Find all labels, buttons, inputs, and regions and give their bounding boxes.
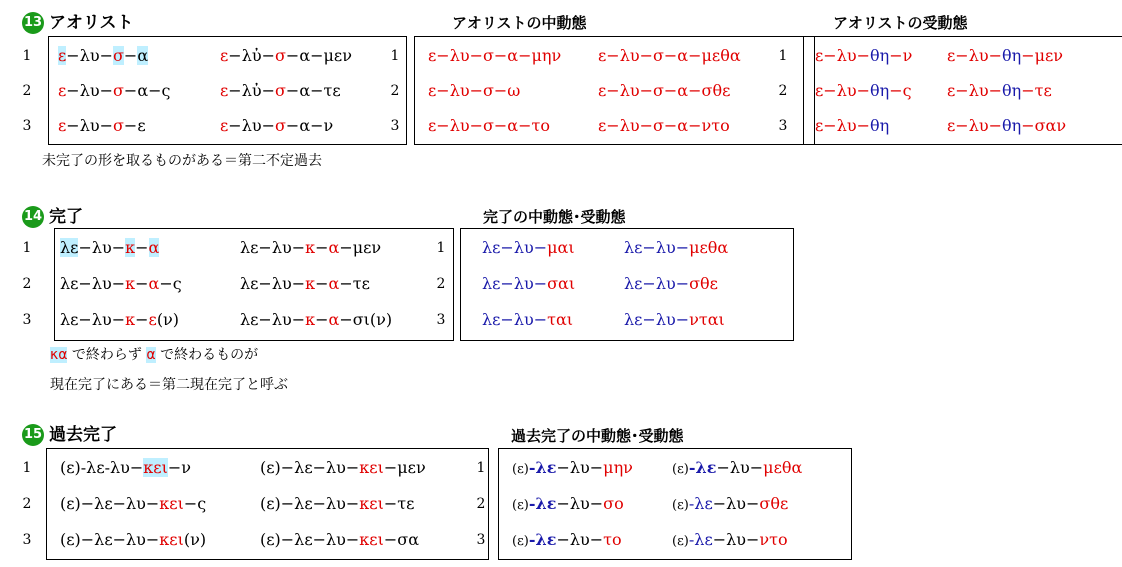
- singular-form-2: [60, 492, 206, 516]
- form-segment: ε−λυ−σ−α−: [598, 116, 702, 135]
- singular-form-3: [60, 308, 179, 332]
- form-segment: θη: [1001, 116, 1022, 135]
- form-segment: μαι: [547, 238, 575, 257]
- form-segment: μην: [531, 46, 562, 65]
- form-segment: κει: [159, 494, 184, 513]
- form-segment: -λε: [528, 494, 557, 513]
- plural-form-2: [672, 492, 788, 518]
- plural-form-1: [624, 236, 728, 260]
- form-segment: σ: [274, 46, 286, 65]
- form-segment: σ: [112, 81, 124, 100]
- section-14-title: 14 完了: [23, 207, 83, 227]
- form-segment: ε: [148, 310, 157, 329]
- form-segment: α: [328, 238, 340, 257]
- form-segment: α: [148, 238, 160, 257]
- form-segment: κ: [125, 310, 136, 329]
- plural-form-3: [598, 114, 730, 138]
- form-segment: ε: [220, 81, 229, 100]
- form-segment: (ε): [672, 534, 689, 549]
- section-13-title: 13 アオリスト: [23, 13, 134, 33]
- form-segment: −: [135, 310, 149, 329]
- form-segment: −: [135, 238, 149, 257]
- form-segment: −τε: [1021, 81, 1052, 100]
- section-number-badge: 14: [22, 206, 44, 228]
- form-segment: −λὐ−: [228, 81, 275, 100]
- form-segment: κει: [159, 530, 184, 549]
- form-segment: λε−λυ−: [624, 274, 690, 293]
- form-segment: −: [315, 310, 329, 329]
- singular-form-1: [60, 236, 159, 260]
- form-segment: (ν): [183, 530, 207, 549]
- form-segment: −μεν: [1021, 46, 1064, 65]
- row-number: 3: [22, 118, 32, 134]
- row-number: 1: [22, 48, 32, 64]
- row-number: 2: [22, 496, 32, 512]
- form-segment: κ: [125, 274, 136, 293]
- form-segment: ε−λυ−: [947, 116, 1002, 135]
- singular-form-3: [482, 308, 573, 332]
- form-segment: σ: [112, 46, 124, 65]
- form-segment: (ε)−λε−λυ−: [60, 530, 160, 549]
- form-segment: μεθα: [689, 238, 729, 257]
- singular-form-3: [512, 528, 622, 554]
- form-segment: -λε: [528, 458, 557, 477]
- form-segment: -λε: [688, 530, 713, 549]
- form-segment: θη: [869, 116, 890, 135]
- form-segment: ε−λυ−σ−ω: [428, 81, 521, 100]
- plural-form-1: [672, 456, 802, 482]
- form-segment: −λυ−: [556, 494, 604, 513]
- form-segment: λε−λυ−: [624, 238, 690, 257]
- form-segment: λε−λυ−: [240, 238, 306, 257]
- perfect-note-line2: 現在完了にある＝第二現在完了と呼ぶ: [50, 377, 288, 393]
- form-segment: μεθα: [701, 46, 741, 65]
- singular-form-3: [60, 528, 206, 552]
- form-segment: σθε: [689, 274, 718, 293]
- form-segment: ε−λυ−σ−α−: [598, 46, 702, 65]
- form-segment: −μεν: [339, 238, 382, 257]
- form-segment: −λυ−: [712, 494, 760, 513]
- form-segment: λε−λυ−: [60, 274, 126, 293]
- pluperfect-mp-title: 過去完了の中動態･受動態: [511, 427, 684, 445]
- row-number: 3: [22, 532, 32, 548]
- row-number: 3: [390, 118, 400, 134]
- form-segment: κει: [359, 458, 384, 477]
- singular-form-1: [482, 236, 575, 260]
- form-segment: −λυ−: [716, 458, 764, 477]
- plural-form-1: [260, 456, 426, 480]
- form-segment: ε−λυ−: [815, 81, 870, 100]
- row-number: 1: [22, 240, 32, 256]
- singular-form-2: [815, 79, 912, 103]
- form-segment: (ν): [156, 310, 180, 329]
- plural-form-3: [240, 308, 392, 332]
- form-segment: ε−λυ−σ−α−: [428, 46, 532, 65]
- form-segment: σο: [603, 494, 624, 513]
- section-number-badge: 13: [22, 12, 44, 34]
- form-segment: λε−λυ−: [240, 310, 306, 329]
- form-segment: σ: [274, 116, 286, 135]
- form-segment: θη: [869, 46, 890, 65]
- form-segment: κει: [359, 494, 384, 513]
- aorist-passive-title: アオリストの受動態: [833, 14, 968, 32]
- plural-form-1: [240, 236, 381, 260]
- singular-form-1: [58, 44, 148, 68]
- form-segment: σαι: [547, 274, 576, 293]
- form-segment: ε: [58, 116, 67, 135]
- plural-form-2: [624, 272, 718, 296]
- form-segment: ε−λυ−σ−α−: [428, 116, 532, 135]
- form-segment: λε−λυ−: [240, 274, 306, 293]
- form-segment: −α−ν: [285, 116, 334, 135]
- form-segment: α: [328, 310, 340, 329]
- form-segment: −ς: [183, 494, 207, 513]
- form-segment: σ: [112, 116, 124, 135]
- form-segment: −λυ−: [66, 116, 113, 135]
- form-segment: (ε)-λε-λυ−: [60, 458, 144, 477]
- form-segment: −α−ς: [123, 81, 171, 100]
- aorist-middle-title: アオリストの中動態: [452, 14, 587, 32]
- form-segment: σθε: [759, 494, 789, 513]
- row-number: 2: [436, 276, 446, 292]
- row-number: 1: [476, 460, 486, 476]
- form-segment: (ε): [512, 462, 529, 477]
- form-segment: ται: [547, 310, 574, 329]
- singular-form-2: [58, 79, 170, 103]
- form-segment: −λυ−: [78, 238, 126, 257]
- form-segment: κ: [305, 310, 316, 329]
- form-segment: (ε)−λε−λυ−: [60, 494, 160, 513]
- singular-form-2: [482, 272, 575, 296]
- form-segment: κ: [305, 274, 316, 293]
- singular-form-1: [815, 44, 912, 68]
- form-segment: ε: [58, 81, 67, 100]
- form-segment: −σαν: [1021, 116, 1067, 135]
- section-number-badge: 15: [22, 424, 44, 446]
- row-number: 2: [778, 83, 788, 99]
- form-segment: μεθα: [763, 458, 803, 477]
- plural-form-1: [598, 44, 741, 68]
- form-segment: −α−μεν: [285, 46, 352, 65]
- form-segment: ε: [220, 116, 229, 135]
- form-segment: κ: [125, 238, 136, 257]
- aorist-note: 未完了の形を取るものがある＝第二不定過去: [42, 153, 322, 169]
- form-segment: −λυ−: [556, 530, 604, 549]
- form-segment: −μεν: [383, 458, 426, 477]
- form-segment: (ε): [672, 498, 689, 513]
- form-segment: (ε): [512, 534, 529, 549]
- form-segment: −ε: [123, 116, 146, 135]
- row-number: 2: [22, 276, 32, 292]
- row-number: 2: [22, 83, 32, 99]
- form-segment: −ν: [167, 458, 191, 477]
- form-segment: −σα: [383, 530, 419, 549]
- form-segment: −λυ−: [228, 116, 275, 135]
- form-segment: −ς: [889, 81, 912, 100]
- form-segment: θη: [1001, 46, 1022, 65]
- plural-form-3: [260, 528, 419, 552]
- form-segment: ε−λυ−: [815, 46, 870, 65]
- form-segment: λε−λυ−: [624, 310, 690, 329]
- perfect-mp-title: 完了の中動態･受動態: [483, 208, 626, 226]
- form-segment: ε−λυ−σ−α−: [598, 81, 702, 100]
- form-segment: νται: [689, 310, 725, 329]
- singular-form-3: [428, 114, 550, 138]
- form-segment: λε−λυ−: [60, 310, 126, 329]
- form-segment: (ε)−λε−λυ−: [260, 458, 360, 477]
- section-15-title: 15 過去完了: [23, 425, 117, 445]
- form-segment: ντο: [759, 530, 788, 549]
- row-number: 1: [390, 48, 400, 64]
- form-segment: λε−λυ−: [482, 238, 548, 257]
- singular-form-3: [815, 114, 889, 138]
- singular-form-1: [60, 456, 191, 480]
- plural-form-2: [598, 79, 730, 103]
- form-segment: μην: [603, 458, 633, 477]
- form-segment: λε: [60, 238, 79, 257]
- form-segment: α: [137, 46, 149, 65]
- plural-form-1: [947, 44, 1063, 68]
- form-segment: −α−τε: [285, 81, 341, 100]
- plural-form-2: [220, 79, 341, 103]
- singular-form-1: [428, 44, 561, 68]
- form-segment: (ε): [512, 498, 529, 513]
- singular-form-1: [512, 456, 633, 482]
- form-segment: −τε: [383, 494, 415, 513]
- form-segment: −λυ−: [66, 46, 113, 65]
- row-number: 2: [390, 83, 400, 99]
- form-segment: -λε: [688, 458, 717, 477]
- form-segment: κ: [305, 238, 316, 257]
- form-segment: το: [531, 116, 550, 135]
- form-segment: ε−λυ−: [947, 81, 1002, 100]
- row-number: 3: [436, 312, 446, 328]
- form-segment: α: [148, 274, 160, 293]
- form-segment: σ: [274, 81, 286, 100]
- row-number: 2: [476, 496, 486, 512]
- row-number: 3: [22, 312, 32, 328]
- form-segment: ε: [58, 46, 67, 65]
- plural-form-3: [672, 528, 788, 554]
- plural-form-2: [260, 492, 414, 516]
- form-segment: α: [328, 274, 340, 293]
- row-number: 3: [476, 532, 486, 548]
- form-segment: −λυ−: [66, 81, 113, 100]
- singular-form-2: [428, 79, 520, 103]
- plural-form-3: [624, 308, 725, 332]
- form-segment: −τε: [339, 274, 370, 293]
- singular-form-3: [58, 114, 146, 138]
- form-segment: θη: [869, 81, 890, 100]
- form-segment: −λὐ−: [228, 46, 275, 65]
- form-segment: (ε)−λε−λυ−: [260, 530, 360, 549]
- form-segment: το: [603, 530, 622, 549]
- form-segment: σθε: [701, 81, 731, 100]
- form-segment: θη: [1001, 81, 1022, 100]
- plural-form-2: [947, 79, 1052, 103]
- row-number: 1: [22, 460, 32, 476]
- form-segment: -λε: [528, 530, 557, 549]
- form-segment: −λυ−: [712, 530, 760, 549]
- form-segment: ε−λυ−: [815, 116, 870, 135]
- plural-form-3: [220, 114, 333, 138]
- row-number: 1: [436, 240, 446, 256]
- form-segment: κει: [143, 458, 168, 477]
- form-segment: −: [123, 46, 138, 65]
- form-segment: −σι(ν): [339, 310, 393, 329]
- plural-form-3: [947, 114, 1066, 138]
- plural-form-2: [240, 272, 370, 296]
- singular-form-2: [60, 272, 182, 296]
- plural-form-1: [220, 44, 352, 68]
- form-segment: λε−λυ−: [482, 274, 548, 293]
- form-segment: −: [315, 238, 329, 257]
- singular-form-2: [512, 492, 624, 518]
- form-segment: (ε)−λε−λυ−: [260, 494, 360, 513]
- row-number: 1: [778, 48, 788, 64]
- form-segment: ντο: [701, 116, 730, 135]
- form-segment: κει: [359, 530, 384, 549]
- form-segment: (ε): [672, 462, 689, 477]
- perfect-note-line1: κα で終わらず α で終わるものが: [50, 347, 259, 363]
- form-segment: λε−λυ−: [482, 310, 548, 329]
- form-segment: −ν: [889, 46, 913, 65]
- row-number: 3: [778, 118, 788, 134]
- form-segment: ε−λυ−: [947, 46, 1002, 65]
- form-segment: −ς: [159, 274, 182, 293]
- form-segment: -λε: [688, 494, 713, 513]
- form-segment: ε: [220, 46, 229, 65]
- form-segment: −: [315, 274, 329, 293]
- form-segment: −: [135, 274, 149, 293]
- form-segment: −λυ−: [556, 458, 604, 477]
